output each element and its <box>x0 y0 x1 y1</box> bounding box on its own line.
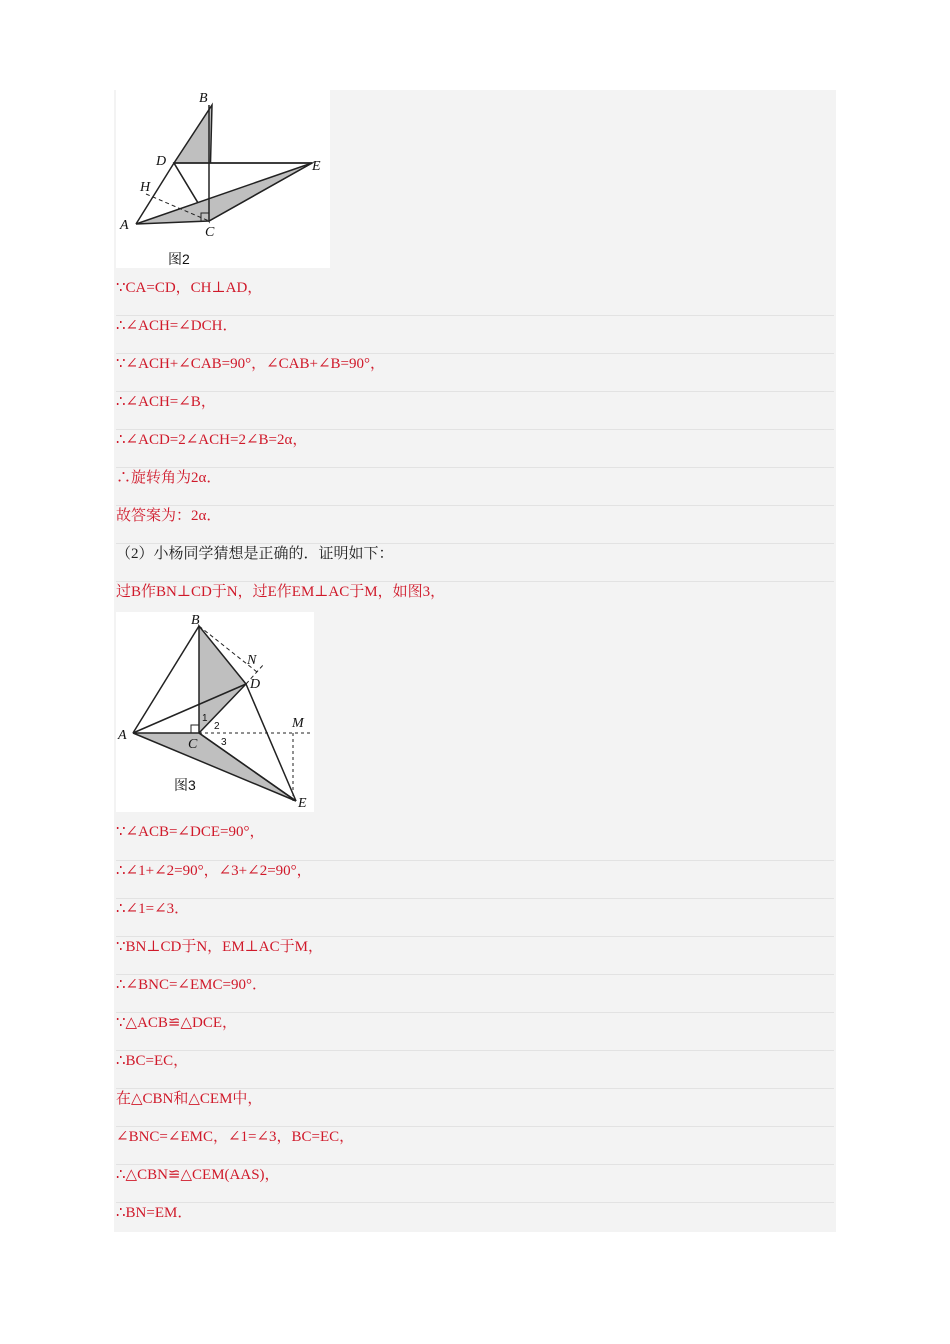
proof-line-7: ∵∠ACB=∠DCE=90°， <box>116 824 265 840</box>
proof-line-17: ∴BN=EM． <box>116 1202 834 1223</box>
proof-line-10: ∵BN⊥CD于N，EM⊥AC于M， <box>116 936 834 957</box>
label-e: E <box>298 796 307 811</box>
part-2-heading: （2）小杨同学猜想是正确的．证明如下： <box>116 543 834 564</box>
proof-line-5: ∴∠ACD=2∠ACH=2∠B=2α， <box>116 429 834 450</box>
label-a: A <box>120 218 129 233</box>
label-d: D <box>156 154 167 169</box>
figure-3-caption: 图3 <box>174 777 196 793</box>
label-c: C <box>188 737 198 752</box>
proof-line-13: ∴BC=EC， <box>116 1050 834 1071</box>
proof-line-8: ∴∠1+∠2=90°，∠3+∠2=90°， <box>116 860 834 881</box>
label-d: D <box>250 677 261 692</box>
label-b: B <box>199 91 208 106</box>
proof-line-2: ∴∠ACH=∠DCH． <box>116 315 834 336</box>
figure-2-caption: 图2 <box>168 251 190 267</box>
answer-line: 故答案为：2α． <box>116 505 834 526</box>
construction-line: 过B作BN⊥CD于N，过E作EM⊥AC于M，如图3， <box>116 581 834 602</box>
label-c: C <box>205 225 215 240</box>
label-h: H <box>140 180 151 195</box>
figure-3 <box>116 612 314 812</box>
angle-2-label: 2 <box>214 721 220 732</box>
proof-line-11: ∴∠BNC=∠EMC=90°． <box>116 974 834 995</box>
proof-line-14: 在△CBN和△CEM中， <box>116 1088 834 1109</box>
angle-3-label: 3 <box>221 737 227 748</box>
label-n: N <box>247 653 257 668</box>
proof-line-9: ∴∠1=∠3． <box>116 898 834 919</box>
label-e: E <box>312 159 321 174</box>
angle-1-label: 1 <box>202 713 208 724</box>
label-a: A <box>118 728 127 743</box>
proof-line-6: ∴旋转角为2α． <box>116 467 834 488</box>
proof-line-12: ∵△ACB≌△DCE， <box>116 1012 834 1033</box>
label-m: M <box>292 716 304 731</box>
proof-line-15: ∠BNC=∠EMC，∠1=∠3，BC=EC， <box>116 1126 834 1147</box>
figure-2 <box>116 90 330 268</box>
label-b: B <box>191 613 200 628</box>
proof-line-4: ∴∠ACH=∠B， <box>116 391 834 412</box>
proof-line-1: ∵CA=CD，CH⊥AD， <box>116 280 263 296</box>
proof-line-16: ∴△CBN≌△CEM(AAS)， <box>116 1164 834 1185</box>
proof-line-3: ∵∠ACH+∠CAB=90°，∠CAB+∠B=90°， <box>116 353 834 374</box>
